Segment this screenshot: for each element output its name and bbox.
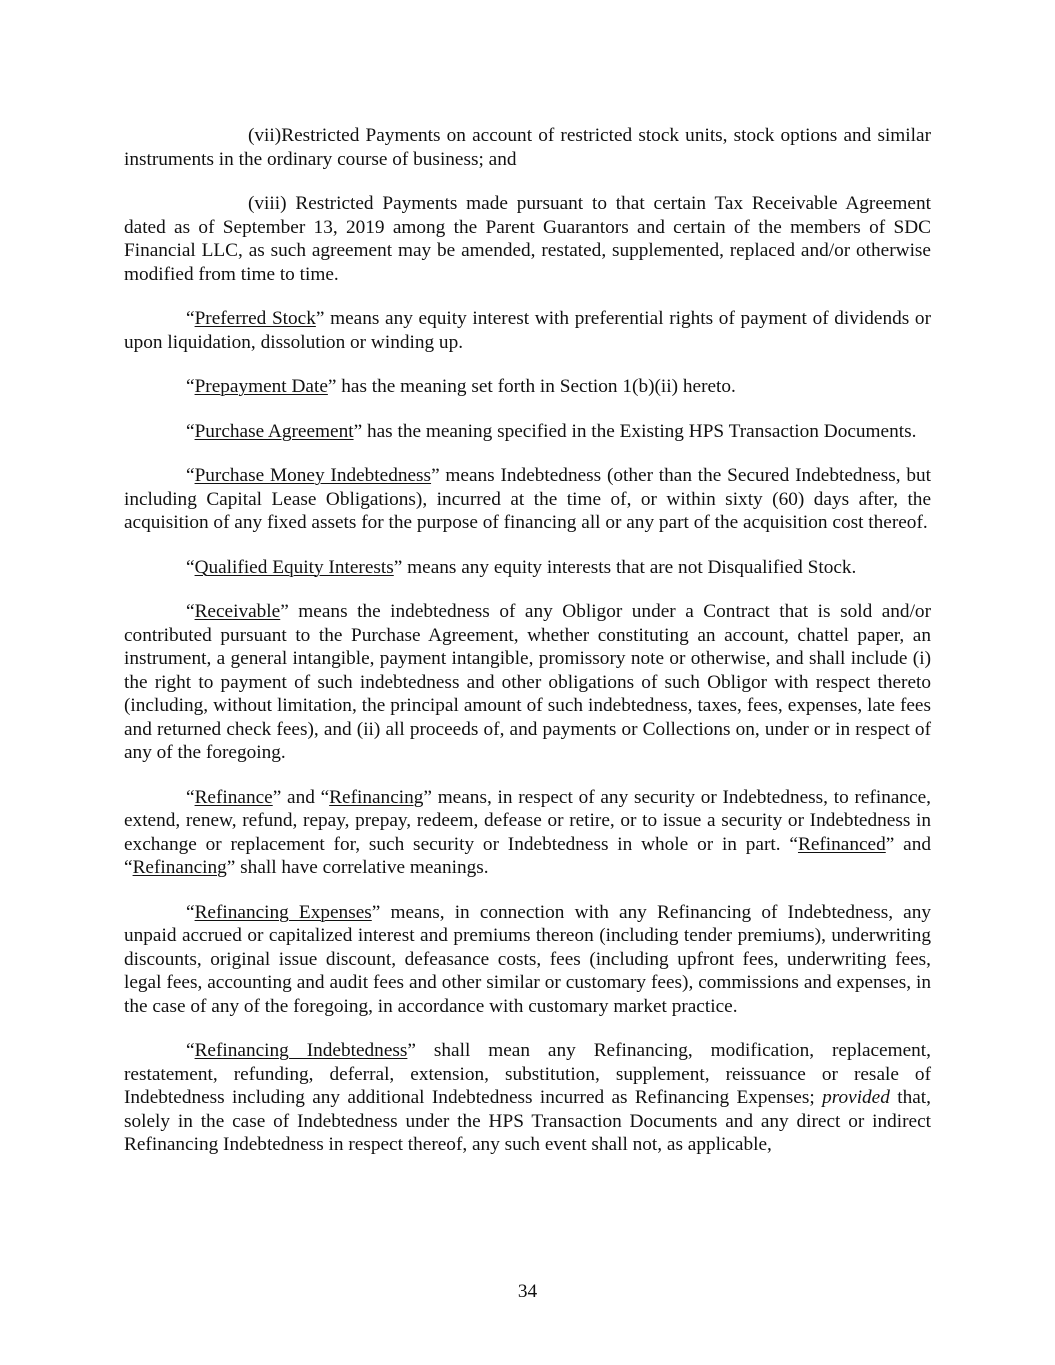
- connector-text: and: [281, 786, 321, 808]
- defined-term: Qualified Equity Interests: [194, 556, 394, 578]
- definition-text: has the meaning set forth in Section 1(b)(ii) hereto.: [336, 376, 736, 397]
- definition-refinancing-indebtedness: “Refinancing Indebtedness” shall mean any Refinancing, modification, replacement, restatement, refunding, deferral, extension, substitution, supplement, reissuance or resale of Indebtedness including any additional Indebtedness incurred as Refinancing Expenses; provided that, solely in the case of Indebtedness under the HPS Transaction Documents and any direct or indirect Refinancing Indebtedness in respect thereof, any such event shall not, as applicable,: [124, 1040, 931, 1155]
- defined-term: Refinancing Expenses: [194, 901, 372, 923]
- definition-qualified-equity-interests: “Qualified Equity Interests” means any equity interests that are not Disqualified Stock.: [186, 556, 857, 578]
- definition-text: that, solely in the case of Indebtedness under the HPS Transaction Documents and any direct or indirect Refinancing Indebtedness in respect thereof, any such event shall not, as applicable,: [124, 1087, 931, 1155]
- definition-refinancing-expenses: “Refinancing Expenses” means, in connection with any Refinancing of Indebtedness, any unpaid accrued or capitalized interest and premiums thereon (including tender premiums), underwriting discounts, original issue discount, defeasance costs, fees (including upfront fees, underwriting fees, legal fees, accounting and audit fees and other similar or customary fees), commissions and expenses, in the case of any of the foregoing, in accordance with customary market practice.: [124, 901, 932, 1017]
- defined-term: Refinancing: [329, 786, 424, 808]
- definition-text: means any equity interest with preferential rights of payment of dividends or upon liquidation, dissolution or winding up.: [124, 308, 931, 353]
- definition-text: means, in connection with any Refinancing of Indebtedness, any unpaid accrued or capitalized interest and premiums thereon (including tender premiums), underwriting discounts, original issue discount, defeasance costs, fees (including upfront fees, underwriting fees, legal fees, accounting and audit fees and other similar or customary fees), commissions and expenses, in the case of any of the foregoing, in accordance with customary market practice.: [124, 901, 932, 1017]
- definition-prepayment-date: “Prepayment Date” has the meaning set forth in Section 1(b)(ii) hereto.: [186, 376, 736, 397]
- italic-term: provided: [822, 1087, 890, 1108]
- clause-vii: [124, 124, 931, 171]
- definition-text: means any equity interests that are not Disqualified Stock.: [402, 556, 857, 578]
- clause-label: (vii): [248, 125, 282, 146]
- defined-term: Purchase Agreement: [194, 420, 354, 442]
- defined-term: Refinancing Indebtedness: [194, 1040, 408, 1061]
- definition-text: means the indebtedness of any Obligor under a Contract that is sold and/or contributed pursuant to the Purchase Agreement, whether constituting an account, chattel paper, an instrument, a general intangible, payment intangible, promissory note or otherwise, and shall include (i) the right to payment of such indebtedness and other obligations of such Obligor with respect thereto (including, without limitation, the principal amount of such indebtedness, taxes, fees, expenses, late fees and returned check fees), and (ii) all proceeds of, and payments or Collections on, under or in respect of any of the foregoing.: [124, 601, 931, 763]
- connector-text: and: [894, 833, 931, 855]
- definition-purchase-money-indebtedness: “Purchase Money Indebtedness” means Indebtedness (other than the Secured Indebtedness, but including Capital Lease Obligations), incurred at the time of, or within sixty (60) days after, the acquisition of any fixed assets for the purpose of financing all or any part of the acquisition cost thereof.: [124, 465, 931, 533]
- defined-term: Preferred Stock: [194, 308, 316, 329]
- defined-term: Refinancing: [132, 857, 227, 878]
- page-body: [124, 124, 931, 1178]
- page-number: 34: [517, 1281, 538, 1302]
- defined-term: Refinance: [194, 786, 273, 808]
- defined-term: Purchase Money Indebtedness: [194, 465, 432, 486]
- definition-text: means, in respect of any security or Indebtedness, to refinance, extend, renew, refund, repay, prepay, redeem, defease or retire, or to issue a security or Indebtedness in exchange or replacement for, such security or Indebtedness in whole or in part.: [124, 786, 931, 855]
- definition-preferred-stock: “Preferred Stock” means any equity interest with preferential rights of payment of dividends or upon liquidation, dissolution or winding up.: [124, 308, 931, 353]
- clause-label: (viii): [248, 193, 287, 214]
- defined-term: Prepayment Date: [194, 376, 328, 397]
- definition-text: shall have correlative meanings.: [235, 857, 489, 878]
- definition-refinance: “Refinance” and “Refinancing” means, in respect of any security or Indebtedness, to refinance, extend, renew, refund, repay, prepay, redeem, defease or retire, or to issue a security or Indebtedness in exchange or replacement for, such security or Indebtedness in whole or in part. “Refinanced” and “Refinancing” shall have correlative meanings.: [124, 786, 931, 878]
- definition-text: has the meaning specified in the Existing HPS Transaction Documents.: [362, 420, 917, 442]
- clause-viii: [124, 192, 931, 286]
- definition-text: shall mean any Refinancing, modification, replacement, restatement, refunding, deferral, extension, substitution, supplement, reissuance or resale of Indebtedness including any additional Indebtedness incurred as Refinancing Expenses;: [124, 1040, 931, 1108]
- defined-term: Receivable: [194, 601, 281, 622]
- definition-receivable: “Receivable” means the indebtedness of any Obligor under a Contract that is sold and/or contributed pursuant to the Purchase Agreement, whether constituting an account, chattel paper, an instrument, a general intangible, payment intangible, promissory note or otherwise, and shall include (i) the right to payment of such indebtedness and other obligations of such Obligor with respect thereto (including, without limitation, the principal amount of such indebtedness, taxes, fees, expenses, late fees and returned check fees), and (ii) all proceeds of, and payments or Collections on, under or in respect of any of the foregoing.: [124, 601, 931, 763]
- definition-text: means Indebtedness (other than the Secured Indebtedness, but including Capital Lease Obligations), incurred at the time of, or within sixty (60) days after, the acquisition of any fixed assets for the purpose of financing all or any part of the acquisition cost thereof.: [124, 465, 931, 533]
- defined-term: Refinanced: [797, 833, 886, 855]
- clause-text: Restricted Payments on account of restricted stock units, stock options and similar instruments in the ordinary course of business; and: [124, 125, 931, 170]
- definition-purchase-agreement: “Purchase Agreement” has the meaning specified in the Existing HPS Transaction Documents.: [186, 420, 917, 442]
- clause-text: Restricted Payments made pursuant to that certain Tax Receivable Agreement dated as of September 13, 2019 among the Parent Guarantors and certain of the members of SDC Financial LLC, as such agreement may be amended, restated, supplemented, replaced and/or otherwise modified from time to time.: [124, 193, 931, 285]
